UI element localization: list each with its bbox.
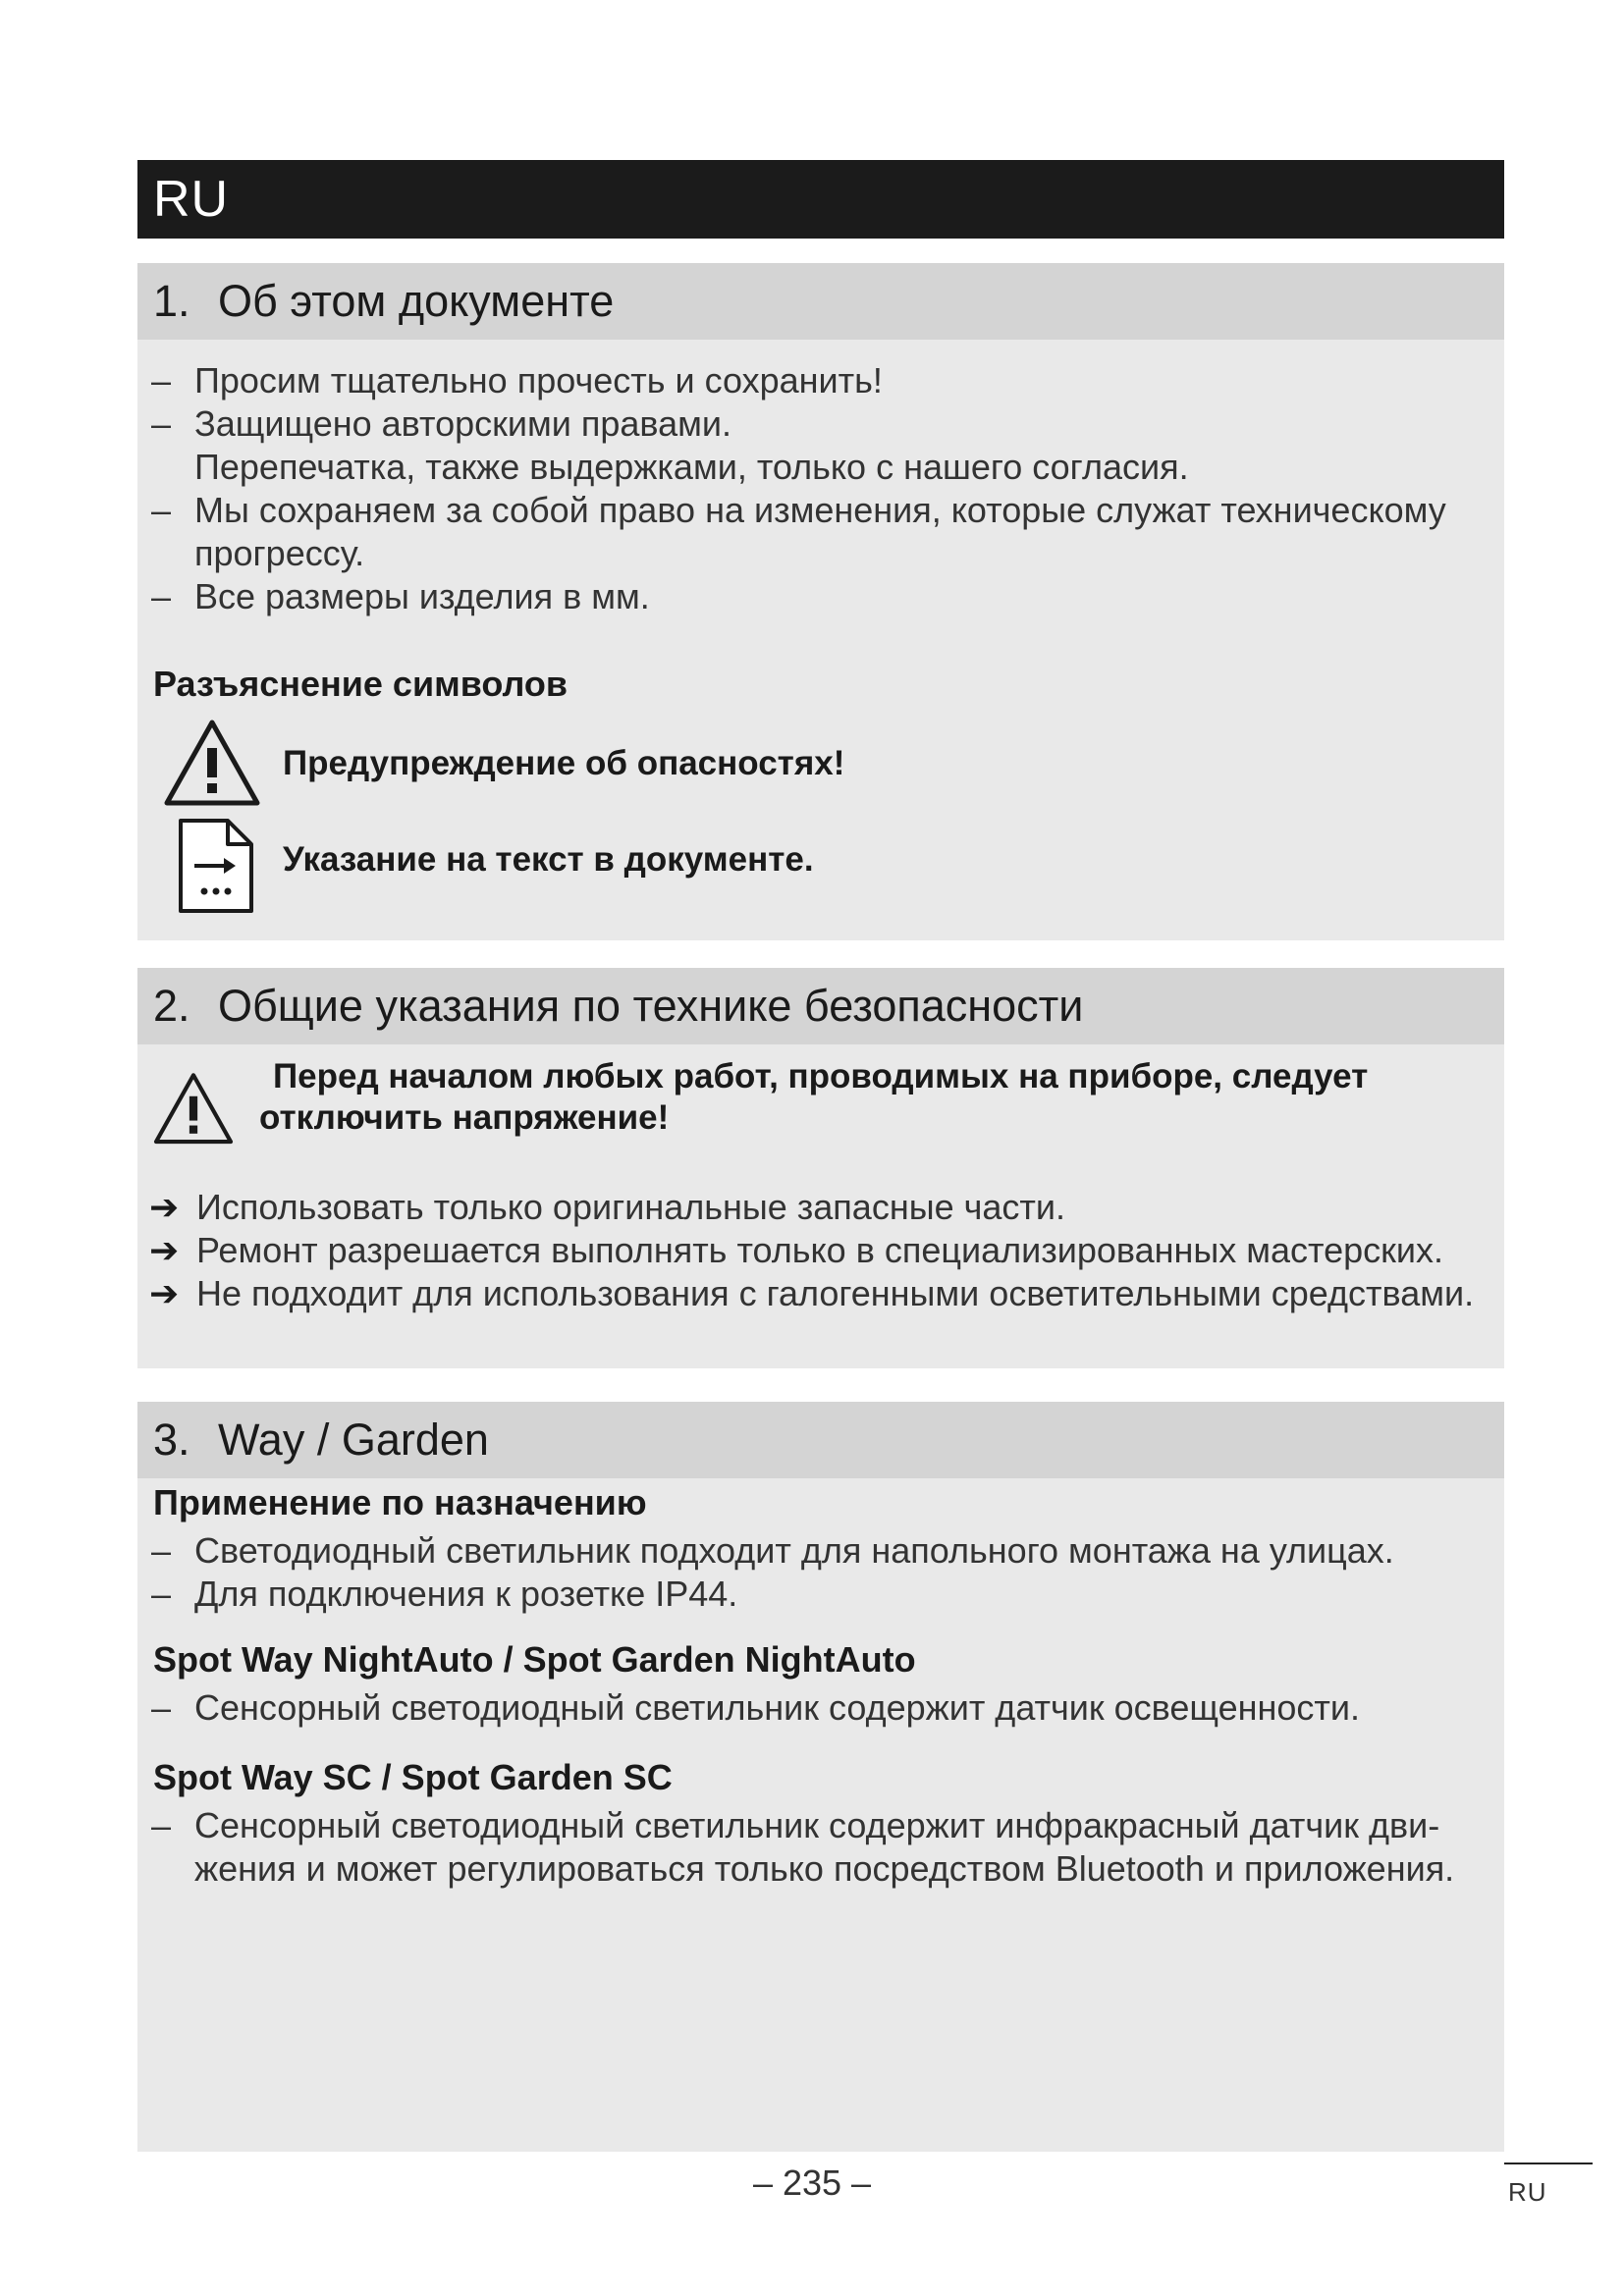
warning-line: Перед началом любых работ, проводимых на приборе, следует bbox=[273, 1057, 1369, 1095]
list-item-line: жения и может регулироваться только посредством Bluetooth и приложения. bbox=[194, 1848, 1455, 1889]
section-number: 1. bbox=[153, 276, 190, 326]
list-item-line: Светодиодный светильник подходит для напольного монтажа на улицах. bbox=[194, 1530, 1394, 1571]
warning-line: отключить напряжение! bbox=[259, 1098, 670, 1137]
list-item-line: Сенсорный светодиодный светильник содержит инфракрасный датчик дви- bbox=[194, 1805, 1440, 1845]
dash-marker: – bbox=[151, 576, 172, 616]
list-item bbox=[137, 489, 1504, 575]
list-item-line: Мы сохраняем за собой право на изменения, которые служат техническому bbox=[194, 490, 1446, 530]
language-code: RU bbox=[153, 171, 230, 228]
list-item-line: Не подходит для использования с галогенными осветительными средствами. bbox=[196, 1273, 1475, 1313]
safety-list bbox=[137, 1186, 1504, 1315]
section-safety-instructions bbox=[137, 968, 1504, 1368]
language-header-bar bbox=[137, 160, 1504, 239]
list-item-line: Использовать только оригинальные запасные части. bbox=[196, 1187, 1065, 1227]
subsection-heading: Spot Way SC / Spot Garden SC bbox=[153, 1757, 673, 1797]
list-item bbox=[137, 1804, 1504, 1891]
warning-triangle-icon bbox=[151, 1070, 236, 1148]
arrow-icon: ➔ bbox=[149, 1230, 180, 1270]
list-item-line: Защищено авторскими правами. bbox=[194, 403, 731, 444]
section-way-garden bbox=[137, 1402, 1504, 2152]
section-title-text: Way / Garden bbox=[218, 1415, 489, 1465]
list-item bbox=[137, 575, 1504, 618]
dash-marker: – bbox=[151, 1530, 172, 1571]
list-item-line: Просим тщательно прочесть и сохранить! bbox=[194, 360, 883, 400]
section-title-text: Об этом документе bbox=[218, 276, 615, 326]
list-item-line: Сенсорный светодиодный светильник содержит датчик освещенности. bbox=[194, 1687, 1361, 1728]
symbol-row-warning bbox=[137, 717, 1504, 811]
symbol-row-document-reference bbox=[137, 817, 1504, 919]
list-item-line: прогрессу. bbox=[194, 533, 365, 573]
page-number: – 235 – bbox=[752, 2163, 872, 2203]
section-title bbox=[137, 968, 1504, 1044]
list-item bbox=[137, 1186, 1504, 1229]
sc-list bbox=[137, 1804, 1504, 1891]
document-reference-icon bbox=[177, 817, 255, 915]
arrow-icon: ➔ bbox=[149, 1273, 180, 1313]
intended-use-list bbox=[137, 1529, 1504, 1616]
document-notes-list bbox=[137, 359, 1504, 618]
list-item bbox=[137, 359, 1504, 402]
footer-language: RU bbox=[1508, 2177, 1547, 2207]
symbol-description: Предупреждение об опасностях! bbox=[283, 744, 845, 782]
list-item-line: Перепечатка, также выдержками, только с нашего согласия. bbox=[194, 447, 1189, 487]
list-item-line: Все размеры изделия в мм. bbox=[194, 576, 650, 616]
subsection-heading: Spot Way NightAuto / Spot Garden NightAuto bbox=[153, 1639, 916, 1680]
symbol-description: Указание на текст в документе. bbox=[283, 840, 814, 879]
dash-marker: – bbox=[151, 1687, 172, 1728]
dash-marker: – bbox=[151, 1805, 172, 1845]
list-item bbox=[137, 1573, 1504, 1616]
section-title bbox=[137, 263, 1504, 340]
arrow-icon: ➔ bbox=[149, 1187, 180, 1227]
section-title-text: Общие указания по технике безопасности bbox=[218, 981, 1084, 1031]
section-number: 3. bbox=[153, 1415, 190, 1465]
symbols-heading: Разъяснение символов bbox=[153, 664, 568, 704]
list-item bbox=[137, 402, 1504, 489]
nightauto-list bbox=[137, 1686, 1504, 1730]
list-item bbox=[137, 1686, 1504, 1730]
section-title bbox=[137, 1402, 1504, 1478]
dash-marker: – bbox=[151, 490, 172, 530]
disconnect-power-warning bbox=[259, 1056, 1368, 1139]
list-item bbox=[137, 1229, 1504, 1272]
list-item-line: Ремонт разрешается выполнять только в специализированных мастерских. bbox=[196, 1230, 1444, 1270]
section-about-document bbox=[137, 263, 1504, 940]
list-item-line: Для подключения к розетке IP44. bbox=[194, 1574, 738, 1614]
section-number: 2. bbox=[153, 981, 190, 1031]
dash-marker: – bbox=[151, 1574, 172, 1614]
list-item bbox=[137, 1272, 1504, 1315]
dash-marker: – bbox=[151, 360, 172, 400]
subsection-heading: Применение по назначению bbox=[153, 1482, 647, 1522]
dash-marker: – bbox=[151, 403, 172, 444]
warning-triangle-icon bbox=[161, 717, 263, 811]
list-item bbox=[137, 1529, 1504, 1573]
